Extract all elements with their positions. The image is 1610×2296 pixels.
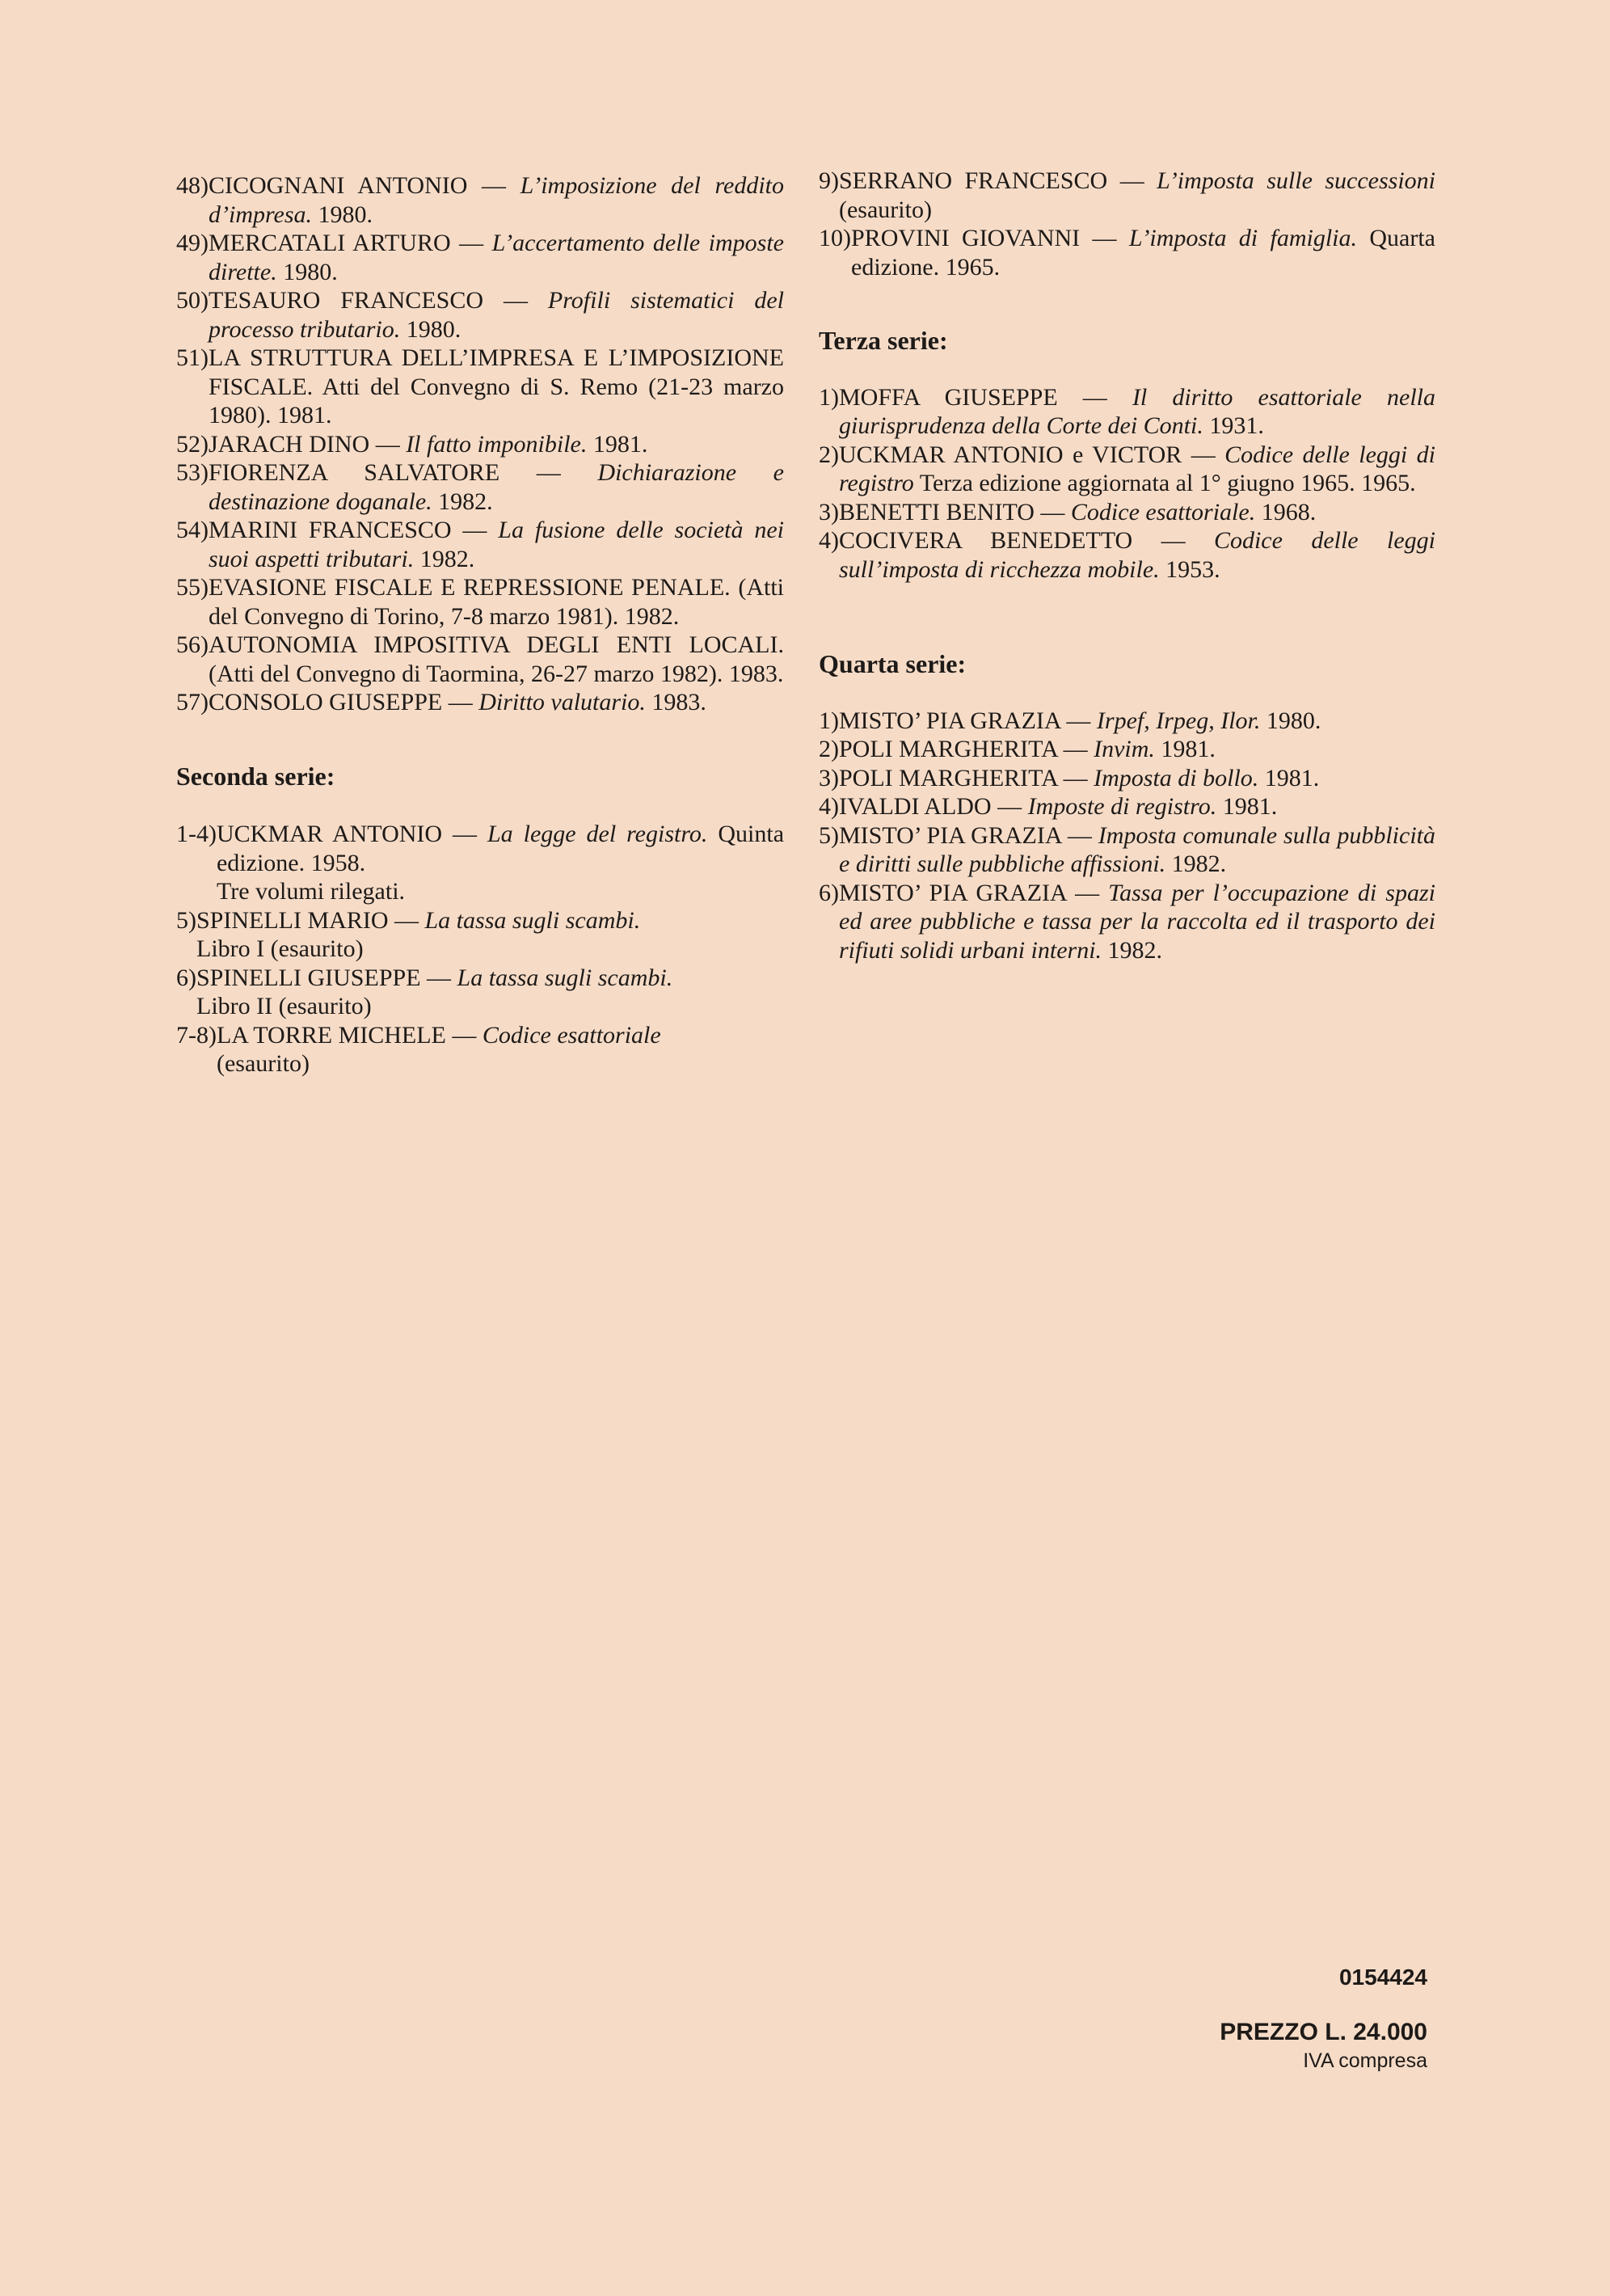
catalog-code: 0154424 <box>1338 1965 1427 1990</box>
item-author: JARACH DINO <box>209 430 370 458</box>
list-item <box>176 820 784 906</box>
item-dash: — <box>1057 764 1094 791</box>
item-details: Quarta edizione. 1965. <box>851 225 1435 281</box>
item-author: TESAURO FRANCESCO <box>209 287 484 314</box>
item-number: 3) <box>819 764 839 791</box>
item-title: La fusione delle società nei suoi aspetti tributari. <box>209 517 784 572</box>
item-details: Terza edizione aggiornata al 1° giugno 1965. 1965. <box>913 470 1416 496</box>
item-note: Tre volumi rilegati. <box>216 878 406 905</box>
main-series-list <box>176 171 784 717</box>
item-title: La legge del registro. <box>487 821 708 847</box>
item-number: 57) <box>176 689 209 715</box>
list-item <box>819 224 1435 281</box>
item-title: L’accertamento delle imposte dirette. <box>209 230 784 285</box>
item-text <box>209 458 784 516</box>
terza-series-list <box>819 383 1435 585</box>
price-label: PREZZO L. 24.000 <box>1220 2019 1427 2045</box>
list-item <box>176 1021 784 1078</box>
item-title: L’imposta di famiglia. <box>1128 225 1358 251</box>
item-text <box>209 688 784 717</box>
item-author: MOFFA GIUSEPPE <box>839 383 1058 411</box>
list-item <box>819 498 1435 527</box>
list-item <box>176 688 784 717</box>
item-dash: — <box>467 172 521 199</box>
item-text <box>839 735 1435 764</box>
item-text <box>839 821 1435 879</box>
item-details: 1980. <box>276 258 338 285</box>
item-dash: — <box>420 964 457 991</box>
item-number: 1-4) <box>176 821 217 847</box>
item-text <box>209 631 784 688</box>
section-heading-seconda: Seconda serie: <box>176 761 335 791</box>
item-text <box>196 964 784 1021</box>
list-item <box>819 792 1435 821</box>
item-author: POLI MARGHERITA <box>839 764 1058 791</box>
item-details: 1953. <box>1159 555 1220 583</box>
item-author: MERCATALI ARTURO <box>209 230 451 256</box>
item-title: Il diritto esattoriale nella giurisprudenza della Corte dei Conti. <box>839 383 1435 439</box>
item-dash: — <box>1057 736 1094 762</box>
list-item <box>819 879 1435 965</box>
item-details: 1931. <box>1203 412 1264 439</box>
item-title: L’imposizione del reddito d’impresa. <box>209 172 784 228</box>
item-number: 6) <box>819 879 839 906</box>
item-dash: — <box>450 230 492 256</box>
item-number: 5) <box>176 906 196 934</box>
item-author: LA STRUTTURA DELL’IMPRESA E L’IMPOSIZIONE FISCALE. Atti del Convegno di S. Remo (21-23 marzo 1980). 1981. <box>209 344 784 428</box>
item-number: 3) <box>819 498 839 525</box>
item-details: 1981. <box>1154 736 1216 762</box>
item-text <box>851 224 1435 281</box>
item-number: 6) <box>176 964 196 991</box>
item-author: MISTO’ PIA GRAZIA <box>839 821 1061 849</box>
item-title: Invim. <box>1094 736 1155 762</box>
list-item <box>819 526 1435 584</box>
list-item <box>819 821 1435 879</box>
right-column <box>819 167 1435 964</box>
item-author: UCKMAR ANTONIO e VICTOR <box>839 441 1182 468</box>
list-item <box>176 516 784 573</box>
item-text <box>209 430 784 459</box>
item-dash: — <box>369 430 407 458</box>
item-text <box>196 906 784 964</box>
item-text <box>839 441 1435 498</box>
item-number: 54) <box>176 517 209 543</box>
item-title: Il fatto imponibile. <box>406 430 588 458</box>
item-title: Codice esattoriale. <box>1070 498 1256 525</box>
list-item <box>176 573 784 631</box>
item-text <box>839 498 1435 527</box>
item-text <box>839 792 1435 821</box>
list-item <box>176 631 784 688</box>
item-title: Codice delle leggi sull’imposta di ricchezza mobile. <box>839 527 1435 583</box>
item-dash: — <box>445 1021 483 1049</box>
item-number: 2) <box>819 736 839 762</box>
item-title: Diritto valutario. <box>478 689 646 715</box>
prima-series-continued-list <box>819 167 1435 281</box>
item-details: 1981. <box>1258 764 1320 791</box>
item-author: MISTO’ PIA GRAZIA <box>839 879 1067 906</box>
item-author: IVALDI ALDO <box>839 793 992 820</box>
list-item <box>819 383 1435 441</box>
list-item <box>176 458 784 516</box>
item-text <box>209 344 784 430</box>
item-text <box>839 707 1435 736</box>
item-details: (esaurito) <box>839 196 932 223</box>
item-title: Imposta di bollo. <box>1094 764 1259 791</box>
item-author: SPINELLI GIUSEPPE <box>196 964 421 991</box>
item-dash: — <box>1066 879 1109 906</box>
item-dash: — <box>442 689 479 715</box>
item-details: 1982. <box>1102 936 1163 964</box>
list-item <box>176 286 784 344</box>
vat-note: IVA compresa <box>1303 2049 1427 2072</box>
item-details: 1982. <box>414 545 475 572</box>
item-dash: — <box>388 906 425 934</box>
item-author: CICOGNANI ANTONIO <box>209 172 468 199</box>
item-dash: — <box>499 459 598 486</box>
item-details: 1980. <box>1260 707 1321 734</box>
item-note: Libro II (esaurito) <box>196 993 372 1019</box>
item-number: 51) <box>176 344 209 371</box>
left-column <box>176 171 784 1078</box>
section-heading-quarta: Quarta serie: <box>819 649 967 678</box>
item-number: 53) <box>176 459 209 486</box>
item-dash: — <box>451 517 499 543</box>
item-number: 52) <box>176 430 209 458</box>
item-author: CONSOLO GIUSEPPE <box>209 689 443 715</box>
item-title: Imposte di registro. <box>1027 793 1217 820</box>
item-title: Codice delle leggi di registro <box>839 441 1435 496</box>
item-number: 9) <box>819 167 839 194</box>
item-author: MISTO’ PIA GRAZIA <box>839 707 1060 734</box>
item-dash: — <box>483 287 548 314</box>
item-text <box>217 820 784 906</box>
list-item <box>176 906 784 964</box>
item-number: 2) <box>819 441 839 468</box>
item-number: 49) <box>176 230 209 256</box>
item-number: 5) <box>819 821 839 849</box>
item-text <box>839 167 1435 224</box>
item-dash: — <box>1132 527 1214 554</box>
item-author: SPINELLI MARIO <box>196 906 389 934</box>
item-number: 1) <box>819 707 839 734</box>
item-details: 1968. <box>1255 498 1317 525</box>
item-text <box>839 879 1435 965</box>
item-text <box>217 1021 784 1078</box>
item-title: Imposta comunale sulla pubblicità e diritti sulle pubbliche affissioni. <box>839 821 1435 877</box>
item-note: (esaurito) <box>216 1050 310 1077</box>
item-number: 4) <box>819 527 839 554</box>
item-author: MARINI FRANCESCO <box>209 517 452 543</box>
item-author: PROVINI GIOVANNI <box>851 225 1081 251</box>
item-details: 1980. <box>312 200 373 228</box>
item-details: Quinta edizione. 1958. <box>216 821 785 876</box>
item-author: SERRANO FRANCESCO <box>839 167 1108 194</box>
item-dash: — <box>1060 821 1098 849</box>
seconda-series-list <box>176 820 784 1078</box>
section-heading-terza: Terza serie: <box>819 326 948 355</box>
item-author: BENETTI BENITO <box>839 498 1035 525</box>
item-number: 48) <box>176 172 209 199</box>
item-details: 1982. <box>1165 850 1227 877</box>
item-dash: — <box>1182 441 1225 468</box>
item-dash: — <box>1057 383 1132 411</box>
item-number: 56) <box>176 631 209 658</box>
item-text <box>209 171 784 229</box>
item-title: La tassa sugli scambi. <box>424 906 641 934</box>
quarta-series-list <box>819 707 1435 965</box>
item-dash: — <box>442 821 487 847</box>
item-text <box>209 573 784 631</box>
item-text <box>839 764 1435 793</box>
list-item <box>819 441 1435 498</box>
item-title: Dichiarazione e destinazione doganale. <box>209 459 784 515</box>
item-author: POLI MARGHERITA <box>839 736 1058 762</box>
item-details: 1981. <box>587 430 648 458</box>
item-text <box>209 286 784 344</box>
list-item <box>176 430 784 459</box>
item-details: 1981. <box>1216 793 1278 820</box>
item-author: UCKMAR ANTONIO <box>216 821 443 847</box>
item-text <box>839 526 1435 584</box>
item-number: 10) <box>819 225 851 251</box>
item-text <box>839 383 1435 441</box>
list-item <box>819 167 1435 224</box>
item-dash: — <box>1107 167 1157 194</box>
item-details: 1983. <box>645 689 706 715</box>
list-item <box>176 229 784 286</box>
item-title: Tassa per l’occupazione di spazi ed aree pubbliche e tassa per la raccolta ed il trasporto dei rifiuti solidi urbani interni. <box>839 879 1435 964</box>
item-title: Profili sistematici del processo tributario. <box>209 287 785 343</box>
list-item <box>819 735 1435 764</box>
item-dash: — <box>1080 225 1129 251</box>
item-author: EVASIONE FISCALE E REPRESSIONE PENALE. (Atti del Convegno di Torino, 7-8 marzo 1981). 1982. <box>209 574 784 630</box>
item-author: COCIVERA BENEDETTO <box>839 527 1133 554</box>
item-dash: — <box>1060 707 1097 734</box>
item-text <box>209 229 784 286</box>
list-item <box>176 344 784 430</box>
item-title: La tassa sugli scambi. <box>457 964 673 991</box>
item-text <box>209 516 784 573</box>
list-item <box>176 171 784 229</box>
item-title: Codice esattoriale <box>482 1021 661 1049</box>
item-number: 4) <box>819 793 839 820</box>
item-title: L’imposta sulle successioni <box>1157 167 1435 194</box>
item-dash: — <box>1034 498 1071 525</box>
item-author: AUTONOMIA IMPOSITIVA DEGLI ENTI LOCALI. (Atti del Convegno di Taormina, 26-27 marzo 1982). 1983. <box>209 631 784 687</box>
list-item <box>819 764 1435 793</box>
item-title: Irpef, Irpeg, Ilor. <box>1096 707 1261 734</box>
item-details: 1982. <box>432 487 493 515</box>
item-note: Libro I (esaurito) <box>196 935 364 962</box>
list-item <box>176 964 784 1021</box>
item-author: LA TORRE MICHELE <box>216 1021 446 1049</box>
item-number: 7-8) <box>176 1021 217 1049</box>
item-dash: — <box>991 793 1028 820</box>
list-item <box>819 707 1435 736</box>
item-author: FIORENZA SALVATORE <box>209 459 500 486</box>
item-details: 1980. <box>400 315 462 343</box>
item-number: 1) <box>819 383 839 411</box>
item-number: 50) <box>176 287 209 314</box>
item-number: 55) <box>176 574 209 601</box>
